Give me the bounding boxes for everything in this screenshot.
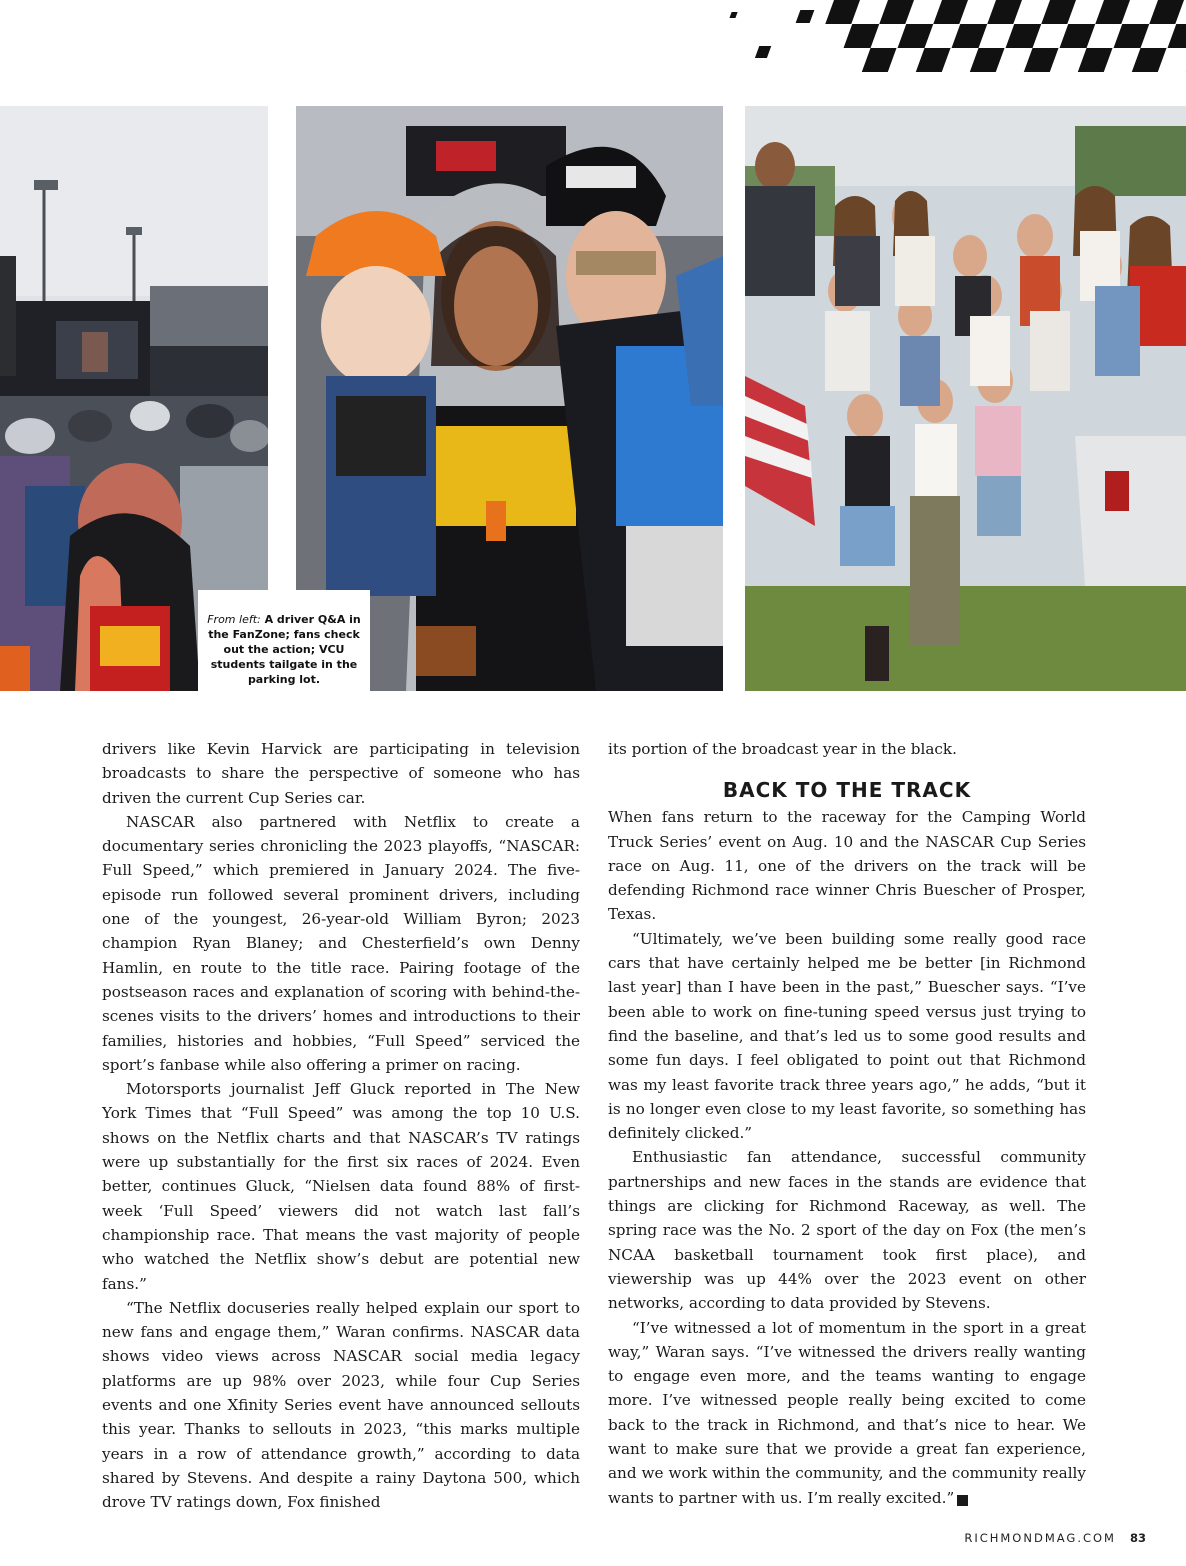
- caption-text: A driver Q&A in the FanZone; fans check out the action; VCU students tailgate in the parking lot.: [208, 613, 361, 686]
- paragraph: its portion of the broadcast year in the black.: [608, 740, 957, 758]
- paragraph: When fans return to the raceway for the Camping World Truck Series’ event on Aug. 10 and the NASCAR Cup Series race on Aug. 11, one of the drivers on the track will be defending Richmond race winner Chris Buescher of Prosper, Texas.: [608, 808, 1086, 924]
- article-column-right: [608, 737, 1086, 1510]
- paragraph: Enthusiastic fan attendance, successful community partnerships and new faces in the stands are evidence that things are clicking for Richmond Raceway, as well. The spring race was the No. 2 sport of the day on Fox (the men’s NCAA basketball tournament took first place), and viewership was up 44% over the 2023 event on other networks, according to data provided by Stevens.: [608, 1148, 1086, 1313]
- end-mark-icon: R: [957, 1495, 968, 1506]
- footer-site: RICHMONDMAG.COM: [964, 1531, 1116, 1545]
- paragraph: “The Netflix docuseries really helped explain our sport to new fans and engage them,” Waran confirms. NASCAR data shows video views across NASCAR social media legacy platforms are up 98% over 2023, while four Cup Series events and one Xfinity Series event have announced sellouts this year. Thanks to sellouts in 2023, “this marks multiple years in a row of attendance growth,” according to data shared by Stevens. And despite a rainy Daytona 500, which drove TV ratings down, Fox finished: [102, 1298, 580, 1512]
- photo-caption: [198, 590, 370, 691]
- section-heading: BACK TO THE TRACK: [722, 778, 972, 803]
- last-paragraph: [608, 1316, 1086, 1510]
- paragraph: Motorsports journalist Jeff Gluck reported in The New York Times that “Full Speed” was among the top 10 U.S. shows on the Netflix charts and that NASCAR’s TV ratings were up substantially for the first six races of 2024. Even better, continues Gluck, “Nielsen data found 88% of first-week ‘Full Speed’ viewers did not watch last fall’s championship race. That means the vast majority of people who watched the Netflix show’s debut are potential new fans.”: [102, 1080, 580, 1293]
- paragraph: NASCAR also partnered with Netflix to create a documentary series chronicling the 2023 playoffs, “NASCAR: Full Speed,” which premiered in January 2024. The five-episode run followed several prominent drivers, including one of the youngest, 26-year-old William Byron; 2023 champion Ryan Blaney; and Chesterfield’s own Denny Hamlin, en route to the title race. Pairing footage of the postseason races and explanation of scoring with behind-the-scenes visits to the drivers’ homes and introductions to their families, histories and hobbies, “Full Speed” serviced the sport’s fanbase while also offering a primer on racing.: [102, 812, 580, 1074]
- paragraph-text: “I’ve witnessed a lot of momentum in the sport in a great way,” Waran says. “I’ve witnessed the drivers really wanting to engage even more, and the teams wanting to engage more. I’ve witnessed people really being excited to come back to the track in Richmond, and that’s nice to hear. We want to make sure that we provide a great fan experience, and we work within the community, and the community really wants to partner with us. I’m really excited.”: [608, 1318, 1086, 1507]
- paragraph: drivers like Kevin Harvick are participating in television broadcasts to share the perspective of someone who has driven the current Cup Series car.: [102, 740, 580, 807]
- checkered-flag-graphic: [626, 0, 1186, 80]
- page-footer: [964, 1531, 1146, 1545]
- article-column-left: [102, 737, 580, 1515]
- caption-lead: From left:: [207, 613, 261, 626]
- photo-vcu-students-tailgate: [745, 106, 1186, 691]
- paragraph: “Ultimately, we’ve been building some really good race cars that have certainly helped me be better [in Richmond last year] than I have been in the past,” Buescher says. “I’ve been able to work on fine-tuning speed versus just trying to find the baseline, and that’s led us to some good results and some fun days. I feel obligated to point out that Richmond was my least favorite track three years ago,” he adds, “but it is no longer even close to my least favorite, so something has definitely clicked.”: [608, 929, 1086, 1143]
- page-number: 83: [1129, 1531, 1146, 1545]
